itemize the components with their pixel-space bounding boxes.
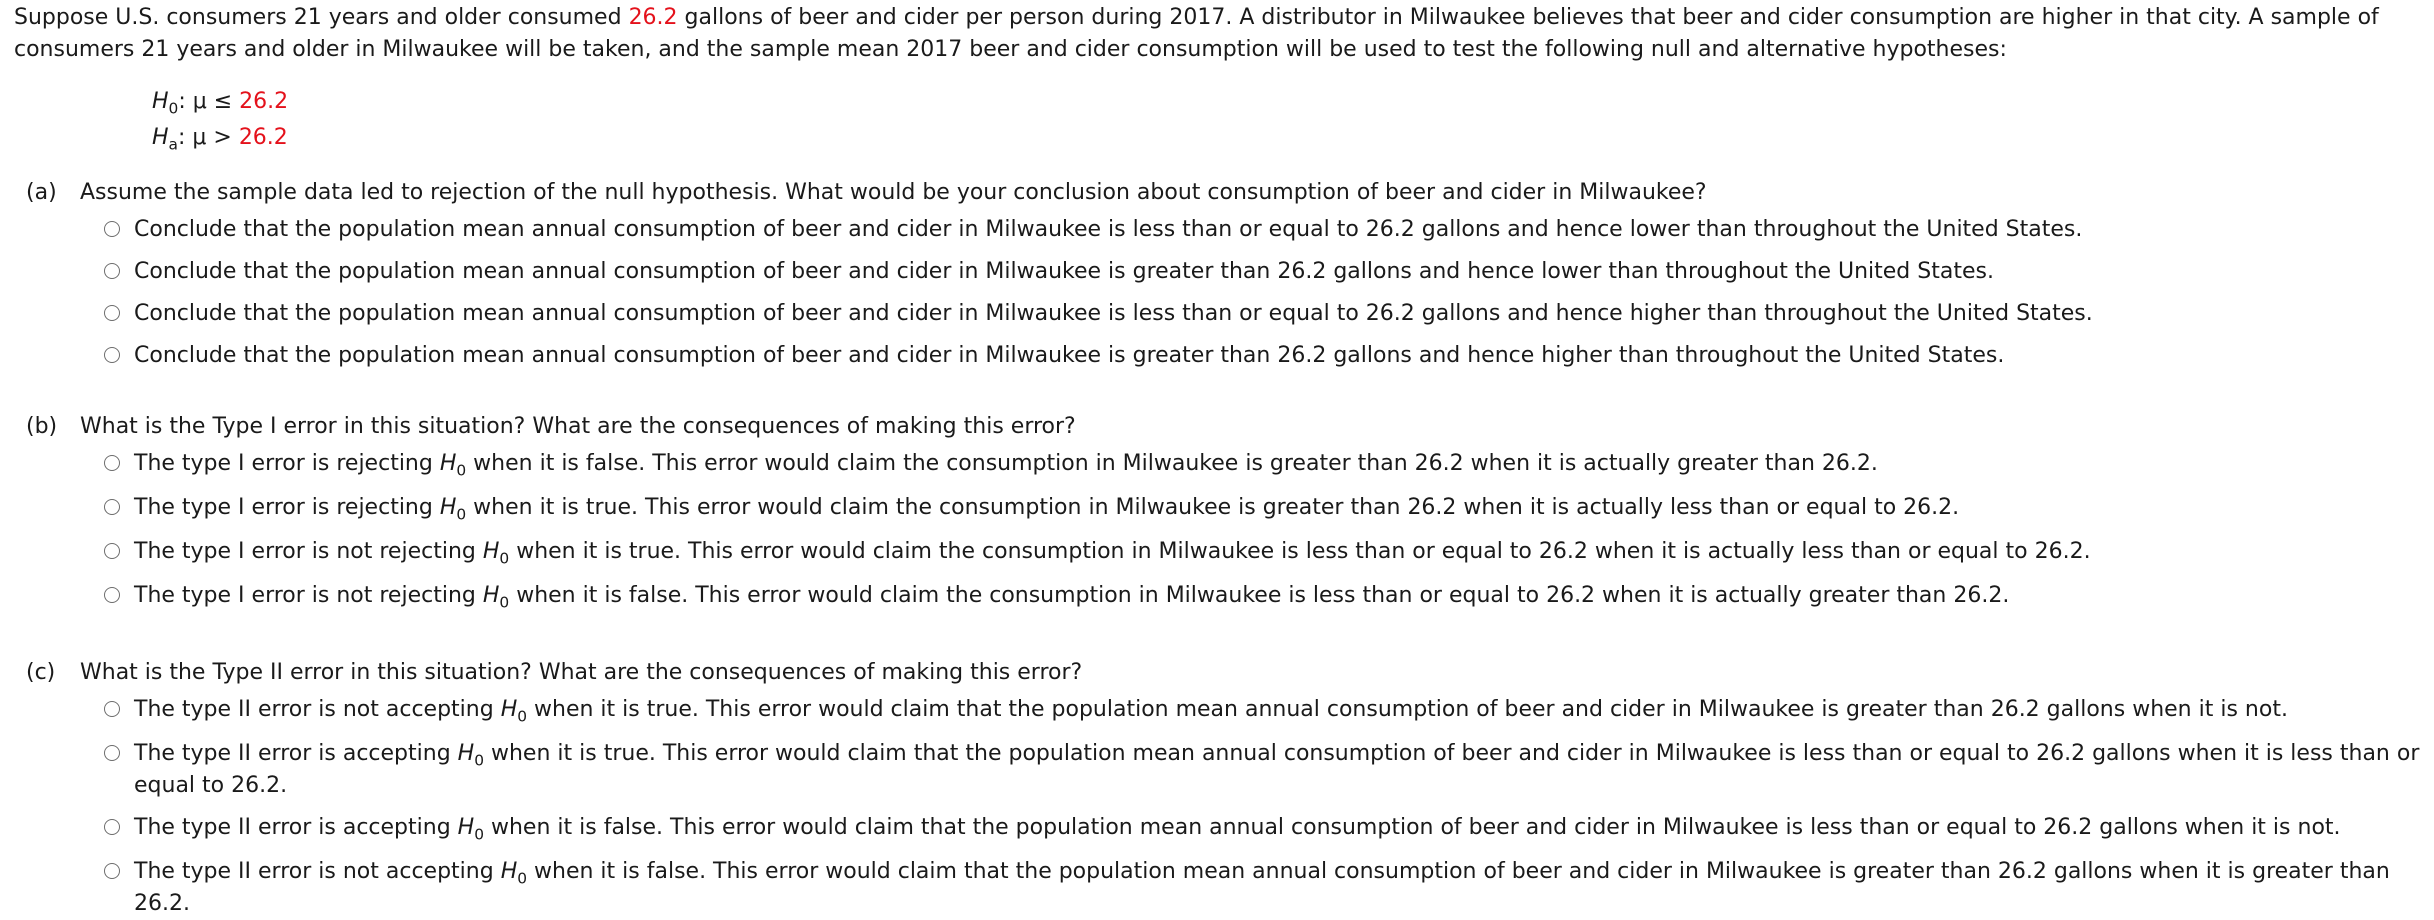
part-c-question: (c) What is the Type II error in this situation? What are the consequences of making this error?: [26, 659, 1083, 685]
part-a-option-1[interactable]: Conclude that the population mean annual consumption of beer and cider in Milwaukee is less than or equal to 26.2 gallons and hence lower than throughout the United States.: [104, 214, 2420, 256]
part-b-option-3[interactable]: The type I error is not rejecting $H_0$ when it is true. This error would claim the consumption in Milwaukee is less than or equal to 26.2 when it is actually less than or equal to 26.2.: [104, 536, 2420, 580]
part-c-options: [104, 694, 2420, 916]
problem-statement: [14, 0, 2420, 66]
part-b: [14, 408, 2420, 624]
radio-button[interactable]: [104, 305, 120, 321]
alternative-hypothesis: $H_a$: μ > 26.2: [152, 124, 288, 154]
part-b-question: (b) What is the Type I error in this situation? What are the consequences of making this error?: [26, 413, 1076, 439]
part-c-option-2[interactable]: The type II error is accepting $H_0$ when it is true. This error would claim that the population mean annual consumption of beer and cider in Milwaukee is less than or equal to 26.2 gallons when it is less than or equal to 26.2.: [104, 738, 2420, 812]
null-hypothesis: $H_0$: μ ≤ 26.2: [152, 88, 289, 118]
part-a-options: [104, 214, 2420, 382]
part-b-option-4[interactable]: The type I error is not rejecting $H_0$ when it is false. This error would claim the consumption in Milwaukee is less than or equal to 26.2 when it is actually greater than 26.2.: [104, 580, 2420, 624]
part-a-option-3[interactable]: Conclude that the population mean annual consumption of beer and cider in Milwaukee is less than or equal to 26.2 gallons and hence higher than throughout the United States.: [104, 298, 2420, 340]
radio-button[interactable]: [104, 701, 120, 717]
intro-value: 26.2: [628, 5, 678, 30]
radio-button[interactable]: [104, 221, 120, 237]
part-b-options: [104, 448, 2420, 624]
part-b-option-2[interactable]: The type I error is rejecting $H_0$ when it is true. This error would claim the consumption in Milwaukee is greater than 26.2 when it is actually less than or equal to 26.2.: [104, 492, 2420, 536]
part-a-question: (a) Assume the sample data led to rejection of the null hypothesis. What would be your conclusion about consumption of beer and cider in Milwaukee?: [26, 179, 1707, 205]
radio-button[interactable]: [104, 455, 120, 471]
radio-button[interactable]: [104, 587, 120, 603]
part-a-option-2[interactable]: Conclude that the population mean annual consumption of beer and cider in Milwaukee is greater than 26.2 gallons and hence lower than throughout the United States.: [104, 256, 2420, 298]
radio-button[interactable]: [104, 347, 120, 363]
part-a-option-4[interactable]: Conclude that the population mean annual consumption of beer and cider in Milwaukee is greater than 26.2 gallons and hence higher than throughout the United States.: [104, 340, 2420, 382]
part-b-option-1[interactable]: The type I error is rejecting $H_0$ when it is false. This error would claim the consumption in Milwaukee is greater than 26.2 when it is actually greater than 26.2.: [104, 448, 2420, 492]
hypotheses: [152, 84, 2420, 156]
part-c: [14, 654, 2420, 916]
radio-button[interactable]: [104, 745, 120, 761]
radio-button[interactable]: [104, 543, 120, 559]
radio-button[interactable]: [104, 263, 120, 279]
intro-text-1: Suppose U.S. consumers 21 years and older consumed: [14, 5, 629, 30]
intro-text-2: gallons of beer and cider per person during 2017. A distributor in Milwaukee believes that beer and cider consumption are higher in that city. A sample of consumers 21 years and older in Milwaukee will be taken, and the sample mean 2017 beer and cider consumption will be used to test the following null and alternative hypotheses:: [14, 5, 2379, 62]
part-c-option-4[interactable]: The type II error is not accepting $H_0$ when it is false. This error would claim that the population mean annual consumption of beer and cider in Milwaukee is greater than 26.2 gallons when it is greater than 26.2.: [104, 856, 2420, 900]
part-c-option-3[interactable]: The type II error is accepting $H_0$ when it is false. This error would claim that the population mean annual consumption of beer and cider in Milwaukee is less than or equal to 26.2 gallons when it is not.: [104, 812, 2420, 856]
part-c-option-1[interactable]: The type II error is not accepting $H_0$ when it is true. This error would claim that the population mean annual consumption of beer and cider in Milwaukee is greater than 26.2 gallons when it is not.: [104, 694, 2420, 738]
radio-button[interactable]: [104, 499, 120, 515]
radio-button[interactable]: [104, 863, 120, 879]
part-a: [14, 174, 2420, 382]
radio-button[interactable]: [104, 819, 120, 835]
